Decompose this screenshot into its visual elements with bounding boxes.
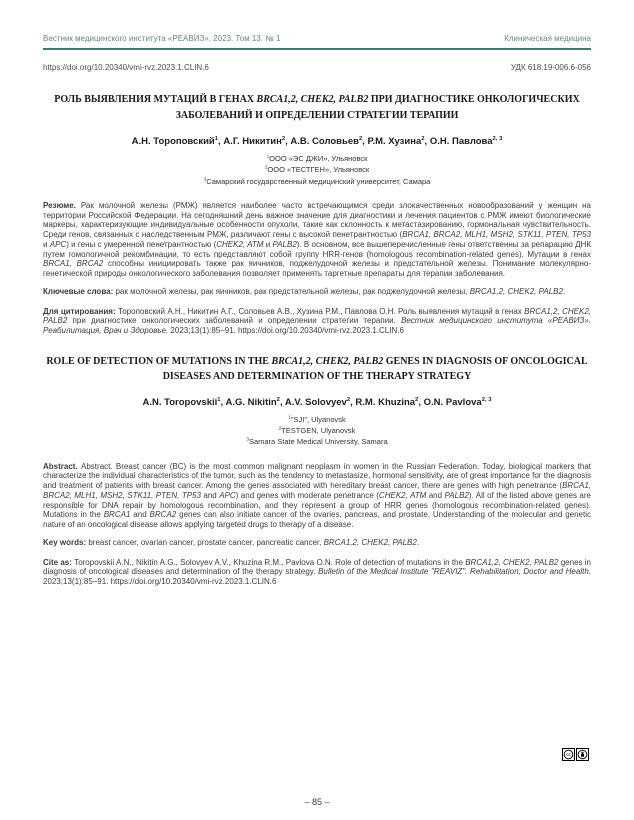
authors-ru: А.Н. Тороповский$^1$, А.Г. Никитин$^2$, А.В. Соловьев$^2$, Р.М. Хузина$^2$, О.Н. Павлова$^{2, 3}$ bbox=[131, 135, 503, 147]
journal-title: Вестник медицинского института «РЕАВИЗ». 2023. Том 13. № 1 bbox=[43, 34, 281, 43]
affiliation-line: $^3$Самарский государственный медицинский университет, Самара bbox=[203, 176, 431, 186]
doi-link[interactable]: https://doi.org/10.20340/vmi-rvz.2023.1.CLIN.6 bbox=[43, 63, 209, 72]
page-number: – 85 – bbox=[304, 797, 330, 807]
citation-en: Cite as: Toropovskii A.N., Nikitin A.G., Solovyev A.V., Khuzina R.M., Pavlova O.N. Role of detection of mutations in the BRCA1,2, CHEK2, PALB2 genes in diagnosis of oncological diseases and determination of the therapy strategy. Bulletin of the Medical Institute "REAVIZ". Rehabilitation, Doctor and Health. 2023;13(1):85–91. https://doi.org/10.20340/vmi-rvz.2023.1.CLIN.6 bbox=[43, 557, 592, 586]
article-title-ru: РОЛЬ ВЫЯВЛЕНИЯ МУТАЦИЙ В ГЕНАХ BRCA1,2, CHEK2, PALB2 ПРИ ДИАГНОСТИКЕ ОНКОЛОГИЧЕСКИХ ЗАБОЛЕВАНИЙ И ОПРЕДЕЛЕНИИ СТРАТЕГИИ ТЕРАПИИ bbox=[54, 94, 580, 121]
section-label: Клиническая медицина bbox=[504, 34, 591, 43]
cc-by-person-icon bbox=[576, 748, 589, 761]
udk-code: УДК 618.19-006.6-056 bbox=[510, 63, 591, 72]
authors-en: A.N. Toropovskii$^1$, A.G. Nikitin$^2$, A.V. Solovyev$^2$, R.M. Khuzina$^2$, O.N. Pavlova$^{2, 3}$ bbox=[142, 396, 492, 408]
meta-row bbox=[43, 63, 591, 72]
abstract-ru: Резюме. Рак молочной железы (РМЖ) является наиболее часто встречающимся среди злокачественных новообразований у женщин на территории Российской Федерации. На сегодняшний день важное значение для диагностики и лечения пациентов с РМЖ имеют биологические маркеры, характеризующие индивидуальные особенности опухоли, такие как склонность к метастазированию, гормональная чувствительность. Среди генов, связанных с наследственным РМЖ, различают гены с высокой пенетрантностью (BRCA1, BRCA2, MLH1, MSH2, STK11, PTEN, TP53 и APC) и гены с умеренной пенетрантностью (CHEK2, ATM и PALB2). В основном, все вышеперечисленные гены ответственны за репарацию ДНК путем гомологичной рекомбинации, то есть представляют собой группу HRR-генов (homologous recombination-related genes). Мутации в генах BRCA1, BRCA2 способны инициировать также рак яичников, поджелудочной железы и предстательной железы. Понимание молекулярно-генетической природы онкологического заболевания позволяет применять таргетные препараты для терапии заболевания. bbox=[43, 200, 591, 278]
affiliation-line: $^2$ООО «ТЕСТГЕН», Ульяновск bbox=[264, 164, 370, 175]
article-title-en: ROLE OF DETECTION OF MUTATIONS IN THE BRCA1,2, CHEK2, PALB2 GENES IN DIAGNOSIS OF ONCOLOGICAL DISEASES AND DETERMINATION OF THE THERAPY STRATEGY bbox=[46, 355, 588, 383]
keywords-ru: Ключевые слова: рак молочной железы, рак яичников, рак предстательной железы, рак поджелудочной железы, BRCA1,2, CHEK2, PALB2. bbox=[43, 286, 566, 296]
page-header bbox=[43, 34, 591, 50]
abstract-en: Abstract. Abstract. Breast cancer (BC) is the most common malignant neoplasm in women in the Russian Federation. Today, biological markers that characterize the individual characteristics of the tumor, such as the tendency to metastasize, hormonal sensitivity, are of great importance for the diagnosis and treatment of patients with breast cancer. Among the genes associated with hereditary breast cancer, there are genes with high penetrance (BRCA1, BRCA2, MLH1, MSH2, STK11, PTEN, TP53 and APC) and genes with moderate penetrance (CHEK2, ATM and PALB2). All of the listed above genes are responsible for DNA repair by homologous recombination, and they represent a group of HRR genes (homologous recombination-related genes). Mutations in the BRCA1 and BRCA2 genes can also initiate cancer of the ovaries, pancreas, and prostate. Understanding of the molecular and genetic nature of an oncological disease allows applying targeted drugs to therapy of a disease. bbox=[43, 461, 592, 529]
keywords-en: Key words: breast cancer, ovarian cancer, prostate cancer, pancreatic cancer, BRCA1,2, CHEK2, PALB2. bbox=[43, 537, 420, 547]
svg-text:cc: cc bbox=[566, 752, 571, 758]
affiliation-line: $^3$Samara State Medical University, Samara bbox=[246, 436, 388, 447]
cc-license-badge[interactable] bbox=[562, 748, 589, 761]
affiliations-ru bbox=[43, 153, 591, 187]
cc-icon bbox=[562, 748, 575, 761]
affiliation-line: $^1$ООО «ЭС ДЖИ», Ульяновск bbox=[266, 153, 368, 163]
affiliation-line: $^1$"SJI", Ulyanovsk bbox=[288, 414, 346, 424]
affiliations-en bbox=[43, 414, 591, 448]
affiliation-line: $^2$TESTGEN, Ulyanovsk bbox=[278, 425, 356, 435]
citation-ru: Для цитирования: Тороповский А.Н., Никитин А.Г., Соловьев А.В., Хузина Р.М., Павлова О.Н. Роль выявления мутаций в генах BRCA1,2, CHEK2, PALB2 при диагностике онкологических заболеваний и определении стратегии терапии. Вестник медицинского института «РЕАВИЗ». Реабилитация, Врач и Здоровье. 2023;13(1):85–91. https://doi.org/10.20340/vmi-rvz.2023.1.CLIN.6 bbox=[43, 306, 591, 335]
